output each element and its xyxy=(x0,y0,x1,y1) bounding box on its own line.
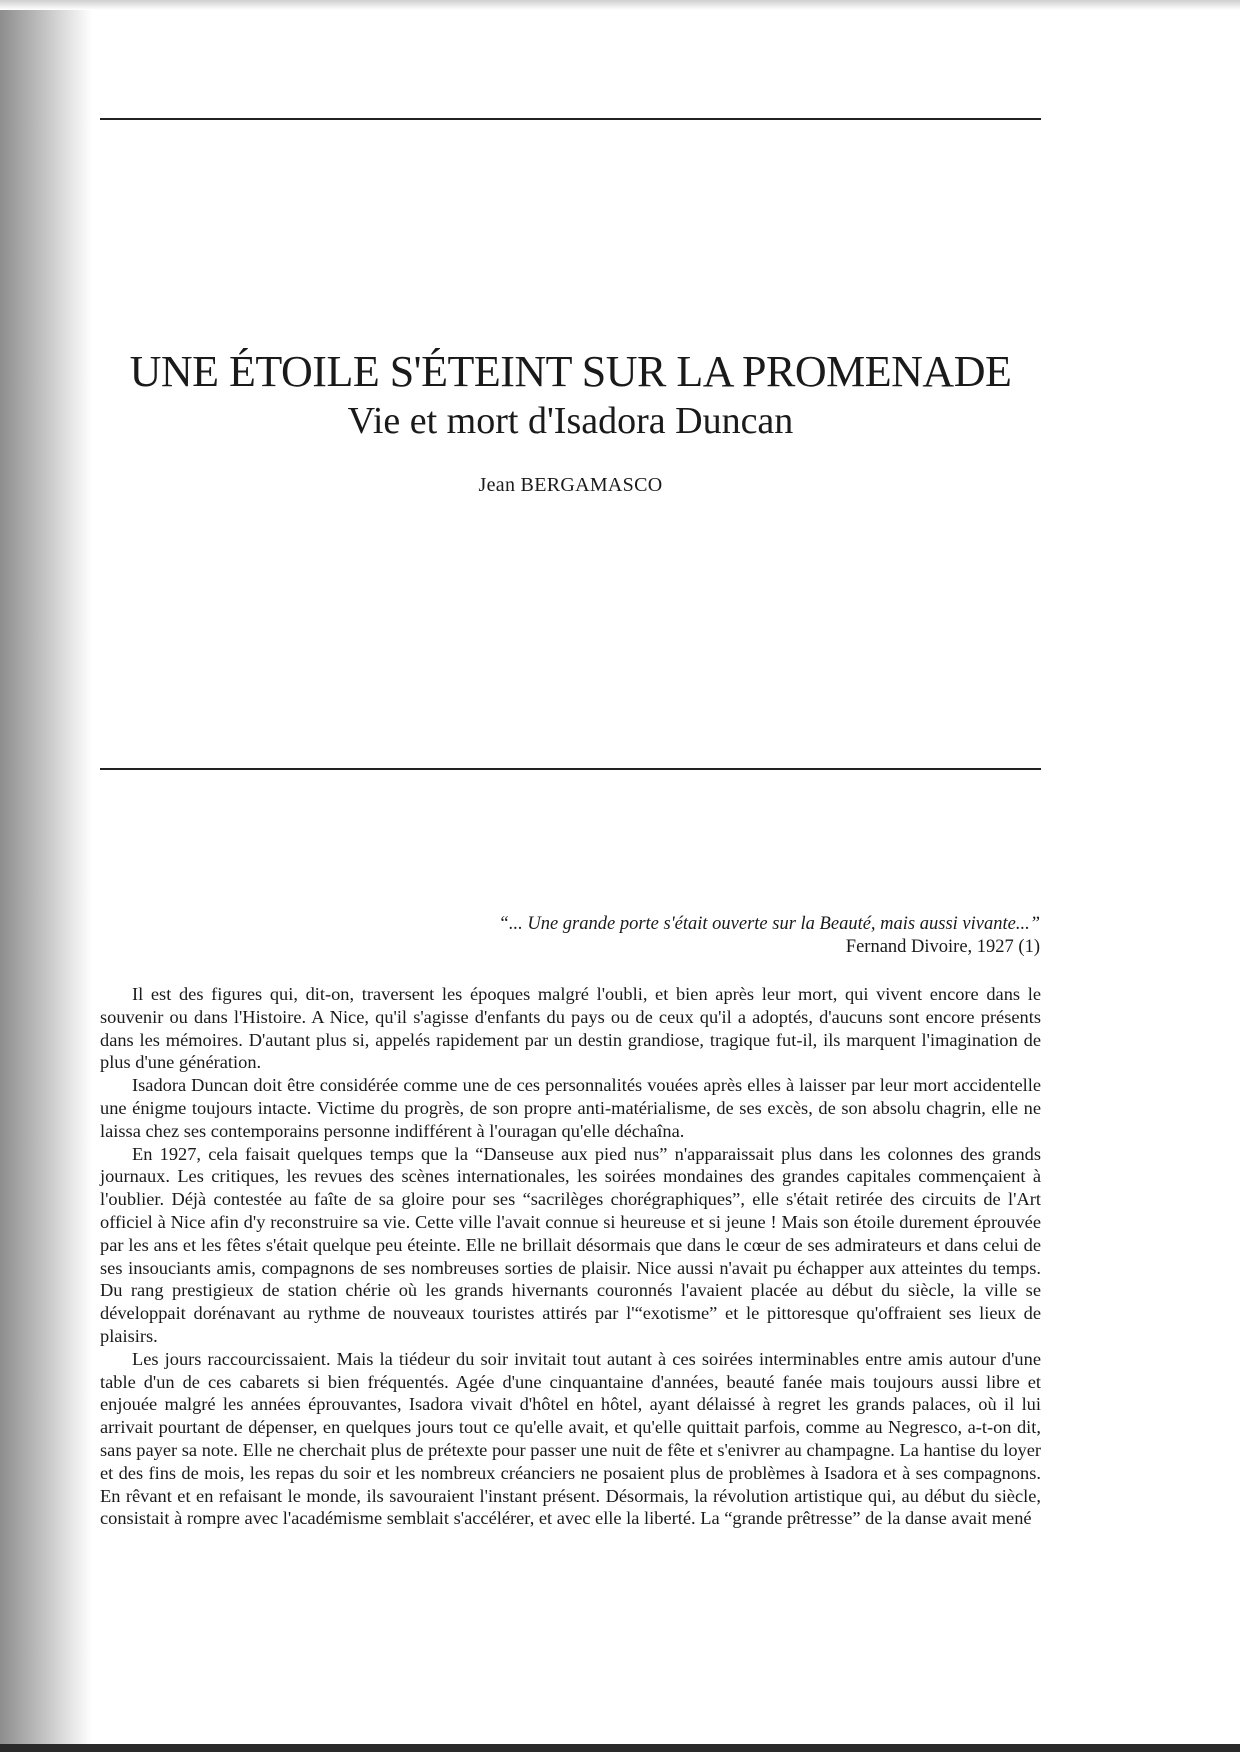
epigraph-quote: “... Une grande porte s'était ouverte sur la Beauté, mais aussi vivante...” xyxy=(498,914,1040,934)
article-body xyxy=(100,983,1041,1530)
scan-gutter-shadow xyxy=(0,0,92,1752)
paragraph: Isadora Duncan doit être considérée comme une de ces personnalités vouées après elles à laisser par leur mort accidentelle une énigme toujours intacte. Victime du progrès, de son propre anti-matérialisme, de ses excès, de son absolu chagrin, elle ne laissa chez ses contemporains personne indifférent à l'ouragan qu'elle déchaîna. xyxy=(100,1075,1041,1141)
paragraph: En 1927, cela faisait quelques temps que la “Danseuse aux pied nus” n'apparaissait plus dans les colonnes des grands journaux. Les critiques, les revues des scènes internationales, les soirées mondaines des grandes capitales commençaient à l'oublier. Déjà contestée au faîte de sa gloire pour ses “sacrilèges chorégraphiques”, elle s'était retirée des circuits de l'Art officiel à Nice afin d'y reconstruire sa vie. Cette ville l'avait connue si heureuse et si jeune ! Mais son étoile durement éprouvée par les ans et les fêtes s'était quelque peu éteinte. Elle ne brillait désormais que dans le cœur de ses admirateurs et dans celui de ses insouciants amis, compagnons de ses nombreuses sorties de plaisir. Nice aussi n'avait pu échapper aux atteintes du temps. Du rang prestigieux de station chérie où les grands hivernants couronnés l'avaient placée au début du siècle, la ville se développait dorénavant au rythme de nouveaux touristes attirés par l'“exotisme” et le pittoresque qu'offraient ses lieux de plaisirs. xyxy=(100,1143,1041,1346)
article-subtitle: Vie et mort d'Isadora Duncan xyxy=(347,400,794,442)
title-block xyxy=(100,346,1041,444)
top-rule xyxy=(100,118,1041,120)
epigraph-attribution: Fernand Divoire, 1927 (1) xyxy=(845,937,1040,957)
epigraph xyxy=(280,913,1040,959)
bottom-rule xyxy=(100,768,1041,770)
scan-top-edge xyxy=(0,0,1240,10)
article-author: Jean BERGAMASCO xyxy=(478,474,663,496)
article-title: UNE ÉTOILE S'ÉTEINT SUR LA PROMENADE xyxy=(129,347,1012,396)
paragraph: Il est des figures qui, dit-on, traversent les époques malgré l'oubli, et bien après leur mort, qui vivent encore dans le souvenir ou dans l'Histoire. A Nice, qu'il s'agisse d'enfants du pays ou de ceux qu'il a adoptés, d'aucuns sont encore présents dans les mémoires. D'autant plus si, appelés rapidement par un destin grandiose, tragique fut-il, ils marquent l'imagination de plus d'une génération. xyxy=(100,984,1041,1073)
scan-bottom-edge xyxy=(0,1744,1240,1752)
paragraph: Les jours raccourcissaient. Mais la tiédeur du soir invitait tout autant à ces soirées interminables entre amis autour d'une table d'un de ces cabarets si bien fréquentés. Agée d'une cinquantaine d'années, beauté fanée mais toujours aussi libre et enjouée malgré les années éprouvantes, Isadora vivait d'hôtel en hôtel, ayant délaissé à regret les grands palaces, où il lui arrivait pourtant de dépenser, en quelques jours tout ce qu'elle avait, et qu'elle quittait parfois, comme au Negresco, a-t-on dit, sans payer sa note. Elle ne cherchait plus de prétexte pour passer une nuit de fête et s'enivrer au champagne. La hantise du loyer et des fins de mois, les repas du soir et les nombreux créanciers ne posaient plus de problèmes à Isadora et à ses compagnons. En rêvant et en refaisant le monde, ils savouraient l'instant présent. Désormais, la révolution artistique qui, au début du siècle, consistait à rompre avec l'académisme semblait s'accélérer, et avec elle la liberté. La “grande prêtresse” de la danse avait mené xyxy=(100,1348,1041,1529)
